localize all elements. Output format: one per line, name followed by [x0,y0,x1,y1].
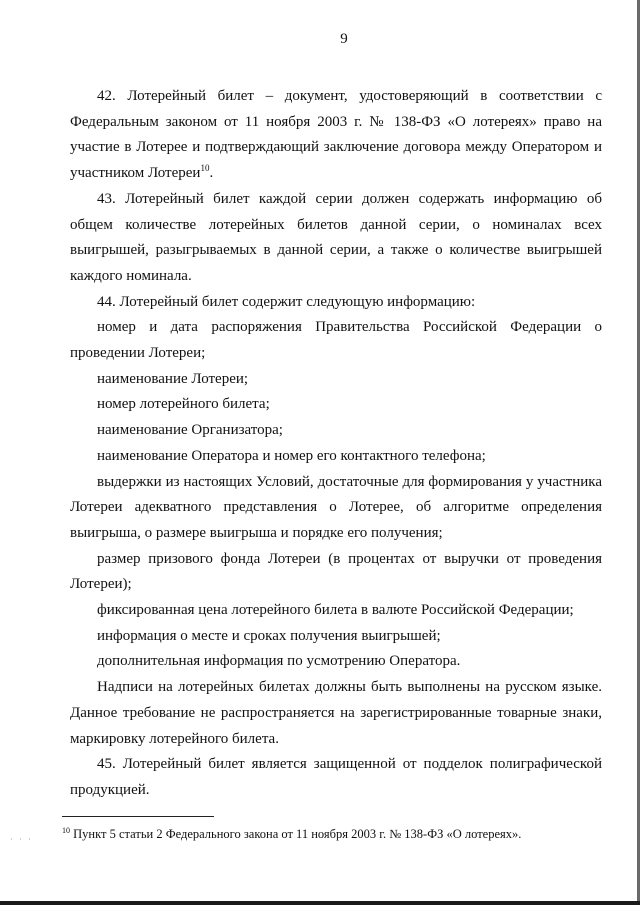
language-requirement-paragraph: Надписи на лотерейных билетах должны быть выполнены на русском языке. Данное требование не распространяется на зарегистрированные товарные знаки, маркировку лотерейного билета. [70,679,602,747]
list-item: информация о месте и сроках получения выигрышей; [97,627,441,644]
list-item: дополнительная информация по усмотрению Оператора. [97,653,461,670]
list-item: размер призового фонда Лотереи (в процентах от выручки от проведения Лотереи); [70,550,602,593]
footnote-reference[interactable]: 10 [200,163,210,174]
paragraph-43: 43. Лотерейный билет каждой серии должен содержать информацию об общем количестве лотерейных билетов данной серии, о номиналах всех выигрышей, разыгрываемых в данной серии, а также о количестве выигрышей каждого номинала. [70,190,602,284]
paragraph-42-end: . [209,165,214,182]
list-item: номер и дата распоряжения Правительства Российской Федерации о проведении Лотереи; [70,319,602,362]
list-item: наименование Оператора и номер его контактного телефона; [97,447,486,464]
footnote-marker: 10 [62,826,70,835]
body-text [70,84,602,804]
paragraph-44: 44. Лотерейный билет содержит следующую информацию: [97,293,476,310]
paragraph-42 [70,84,602,187]
list-item: номер лотерейного билета; [97,396,270,413]
scan-artifact-specks: · · · [10,835,33,844]
list-item: наименование Организатора; [97,422,283,439]
footnote-text: Пункт 5 статьи 2 Федерального закона от 11 ноября 2003 г. № 138-ФЗ «О лотереях». [70,827,522,841]
paragraph-45: 45. Лотерейный билет является защищенной от подделок полиграфической продукцией. [70,756,602,798]
scan-edge-bottom [0,901,640,905]
list-item: выдержки из настоящих Условий, достаточные для формирования у участника Лотереи адекватного представления о Лотерее, об алгоритме определения выигрыша, о размере выигрыша и порядке его получения; [70,473,602,541]
page-number: 9 [340,31,348,47]
footnote [62,826,607,842]
footnote-divider [62,816,214,817]
paragraph-42-text: 42. Лотерейный билет – документ, удостоверяющий в соответствии с Федеральным законом от 11 ноября 2003 г. № 138-ФЗ «О лотереях» право на участие в Лотерее и подтверждающий заключение договора между Оператором и участником Лотереи [70,88,602,182]
list-item: фиксированная цена лотерейного билета в валюте Российской Федерации; [97,602,574,619]
list-item: наименование Лотереи; [97,370,249,387]
